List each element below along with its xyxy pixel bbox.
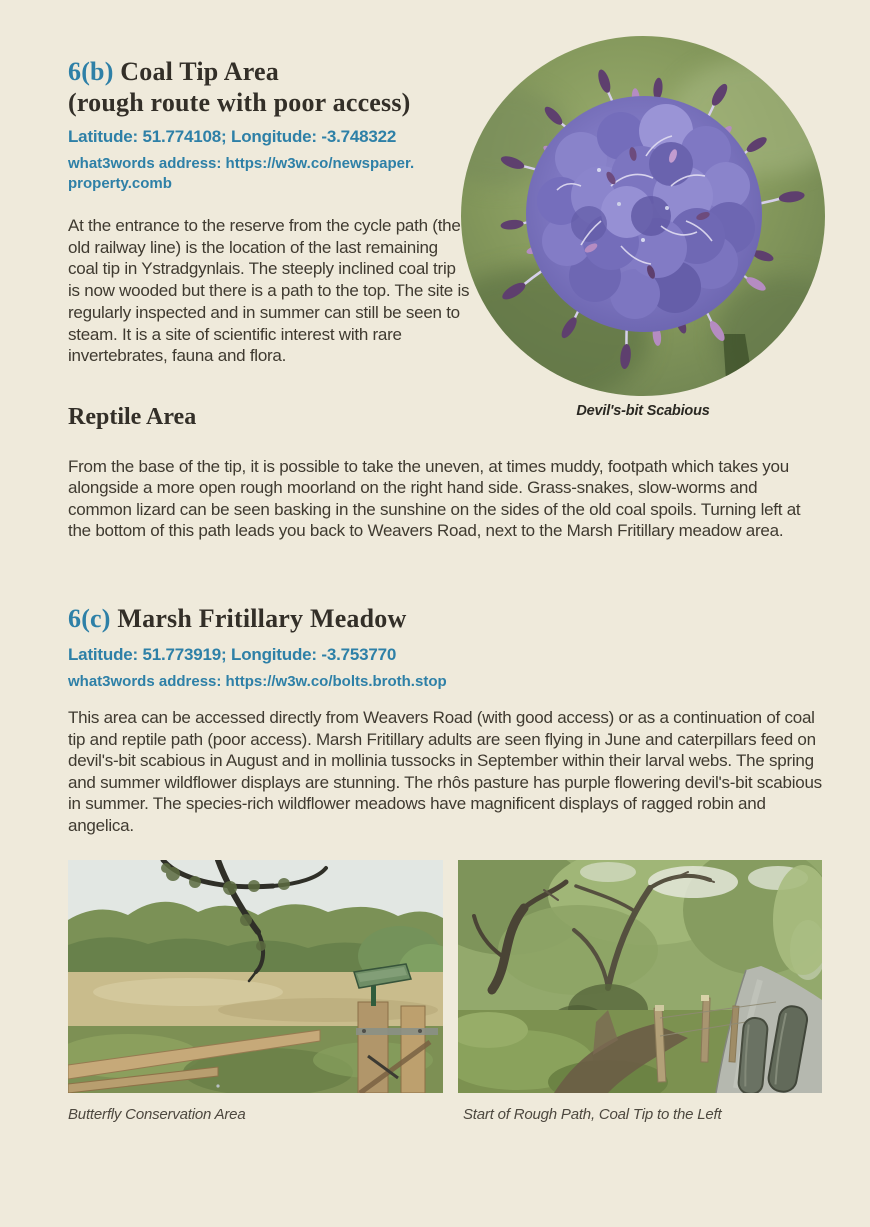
what3words-link-cont[interactable]: property.comb — [68, 175, 172, 192]
what3words-link[interactable]: what3words address: https://w3w.co/bolts.broth.stop — [68, 673, 447, 690]
section-title: Coal Tip Area — [120, 57, 279, 86]
butterfly-conservation-photo — [68, 860, 443, 1093]
left-photo-caption: Butterfly Conservation Area — [68, 1106, 246, 1123]
path-photo-illustration — [458, 860, 822, 1093]
coal-tip-coordinates: Latitude: 51.774108; Longitude: -3.748322 — [68, 127, 397, 146]
section-coal-tip-heading — [68, 56, 411, 118]
rough-path-photo — [458, 860, 822, 1093]
section-marsh-heading — [68, 603, 406, 634]
coal-tip-paragraph: At the entrance to the reserve from the cycle path (the old railway line) is the location of the last remaining coal tip in Ystradgynlais. The steeply inclined coal trip is now wooded but there is a path to the top. The site is regularly inspected and in summer can still be seen to steam. It is a site of scientific interest with rare invertebrates, fauna and flora. — [68, 216, 470, 366]
section-number: 6(c) — [68, 604, 111, 633]
reptile-area-paragraph: From the base of the tip, it is possible to take the uneven, at times muddy, footpath which takes you alongside a more open rough moorland on the right hand side. Grass-snakes, slow-worms and common lizard can be seen basking in the sunshine on the sides of the old coal spoils. Turning left at the bottom of this path leads you back to Weavers Road, next to the Marsh Fritillary meadow area. — [68, 457, 801, 541]
meadow-photo-illustration — [68, 860, 443, 1093]
coal-tip-what3words — [68, 154, 478, 194]
marsh-what3words — [68, 672, 478, 692]
section-subtitle: (rough route with poor access) — [68, 88, 411, 117]
flower-caption: Devil's-bit Scabious — [576, 403, 710, 419]
devils-bit-scabious-photo — [461, 36, 825, 396]
section-number: 6(b) — [68, 57, 114, 86]
right-photo-caption: Start of Rough Path, Coal Tip to the Left — [463, 1106, 722, 1123]
marsh-paragraph: This area can be accessed directly from Weavers Road (with good access) or as a continuation of coal tip and reptile path (poor access). Marsh Fritillary adults are seen flying in June and caterpillars feed on devil's-bit scabious in August and in mollinia tussocks in September within their larval webs. The spring and summer wildflower displays are stunning. The rhôs pasture has purple flowering devil's-bit scabious in summer. The species-rich wildflower meadows have magnificent displays of ragged robin and angelica. — [68, 708, 822, 835]
section-title: Marsh Fritillary Meadow — [117, 604, 407, 633]
flower-photo-illustration — [461, 36, 825, 396]
what3words-link[interactable]: what3words address: https://w3w.co/newspaper. — [68, 155, 415, 172]
reptile-area-heading: Reptile Area — [68, 404, 197, 430]
marsh-coordinates: Latitude: 51.773919; Longitude: -3.753770 — [68, 645, 397, 664]
